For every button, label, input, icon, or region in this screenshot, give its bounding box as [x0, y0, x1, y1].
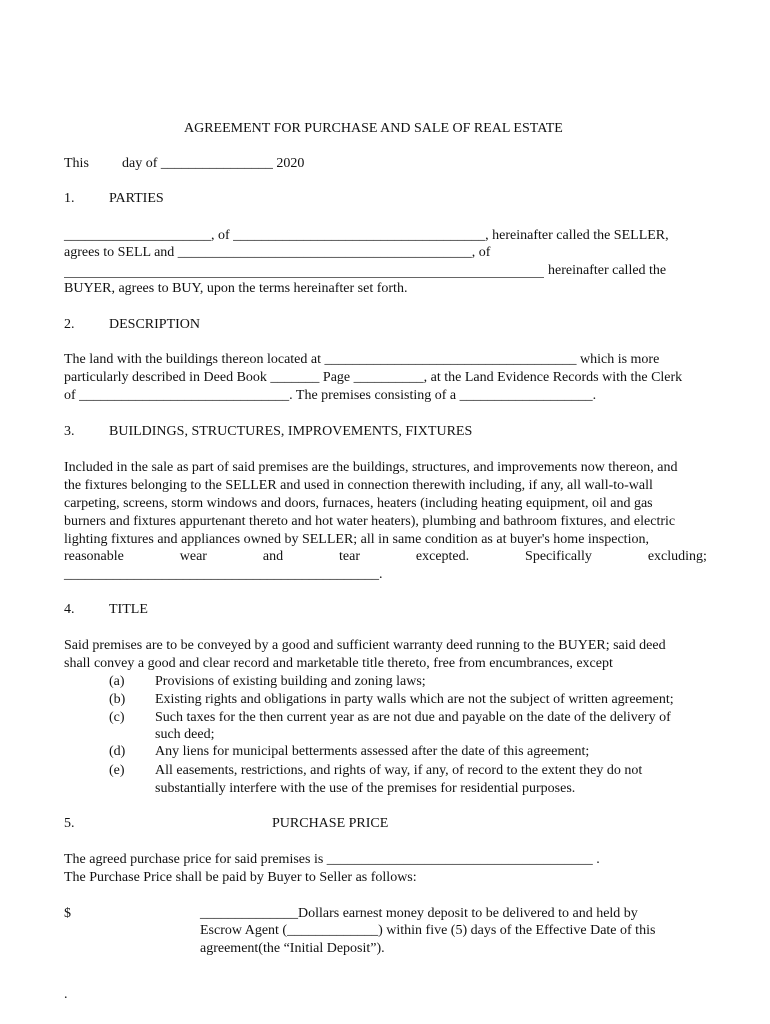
- section-4-heading: TITLE: [109, 602, 148, 617]
- exception-text: Existing rights and obligations in party walls which are not the subject of written agreement;: [155, 692, 674, 707]
- excluded-items-blank: _____________________________________________.: [64, 567, 383, 582]
- buildings-line: the fixtures belonging to the SELLER and used in connection therewith including, if any, all wall-to-wall: [64, 478, 653, 493]
- description-line: particularly described in Deed Book _______ Page __________, at the Land Evidence Records with the Clerk: [64, 370, 683, 385]
- parties-line: agrees to SELL and __________________________________________, of: [64, 245, 491, 260]
- parties-line: BUYER, agrees to BUY, upon the terms hereinafter set forth.: [64, 281, 408, 296]
- section-1-heading: PARTIES: [109, 191, 164, 206]
- word: wear: [179, 549, 207, 564]
- word: tear: [339, 549, 360, 564]
- title-intro-line: Said premises are to be conveyed by a good and sufficient warranty deed running to the BUYER; said deed: [64, 638, 666, 653]
- exception-text: such deed;: [155, 727, 215, 742]
- parties-line: hereinafter called the: [548, 263, 667, 278]
- deposit-line: ______________Dollars earnest money deposit to be delivered to and held by: [200, 906, 638, 921]
- description-line: of ______________________________. The premises consisting of a ___________________.: [64, 388, 597, 403]
- section-2-heading: DESCRIPTION: [109, 317, 201, 332]
- exception-label: (e): [109, 763, 125, 778]
- exception-text: Any liens for municipal betterments assessed after the date of this agreement;: [155, 744, 590, 759]
- word: excluding;: [647, 549, 707, 564]
- exception-text: All easements, restrictions, and rights of way, if any, of record to the extent they do not: [155, 763, 643, 778]
- dollar-sign: $: [64, 906, 71, 921]
- buildings-justified-line: [64, 548, 707, 565]
- section-2-number: 2.: [64, 317, 75, 332]
- description-line: The land with the buildings thereon located at ____________________________________ which is more: [64, 352, 660, 367]
- exception-text: Provisions of existing building and zoning laws;: [155, 674, 426, 689]
- buildings-line: lighting fixtures and appliances owned by SELLER; all in same condition as at buyer's home inspection,: [64, 532, 649, 547]
- date-day-of: day of ________________ 2020: [122, 156, 305, 171]
- deposit-line: Escrow Agent (_____________) within five (5) days of the Effective Date of this: [200, 923, 656, 938]
- exception-label: (c): [109, 710, 125, 725]
- deposit-line: agreement(the “Initial Deposit”).: [200, 941, 385, 956]
- exception-label: (a): [109, 674, 125, 689]
- footer-mark: .: [64, 987, 68, 1002]
- word: reasonable: [64, 549, 124, 564]
- exception-text: substantially interfere with the use of the premises for residential purposes.: [155, 781, 576, 796]
- parties-line: _____________________, of ____________________________________, hereinafter called the SELLER,: [64, 228, 669, 243]
- buildings-line: burners and fixtures appurtenant thereto and hot water heaters), plumbing and bathroom fixtures, and electric: [64, 514, 676, 529]
- word: and: [262, 549, 284, 564]
- exception-label: (b): [109, 692, 126, 707]
- price-line: The agreed purchase price for said premises is ______________________________________ .: [64, 852, 600, 867]
- section-3-heading: BUILDINGS, STRUCTURES, IMPROVEMENTS, FIXTURES: [109, 424, 473, 439]
- exception-label: (d): [109, 744, 126, 759]
- document-title: AGREEMENT FOR PURCHASE AND SALE OF REAL ESTATE: [184, 121, 563, 136]
- section-5-number: 5.: [64, 816, 75, 831]
- word: excepted.: [415, 549, 470, 564]
- exception-text: Such taxes for the then current year as are not due and payable on the date of the delivery of: [155, 710, 671, 725]
- section-4-number: 4.: [64, 602, 75, 617]
- buildings-line: Included in the sale as part of said premises are the buildings, structures, and improvements now thereon, and: [64, 460, 678, 475]
- buyer-address-blank: [64, 277, 544, 278]
- date-this: This: [64, 156, 89, 171]
- word: Specifically: [525, 549, 592, 564]
- section-1-number: 1.: [64, 191, 75, 206]
- price-line: The Purchase Price shall be paid by Buyer to Seller as follows:: [64, 870, 417, 885]
- section-3-number: 3.: [64, 424, 75, 439]
- title-intro-line: shall convey a good and clear record and marketable title thereto, free from encumbrances, except: [64, 656, 613, 671]
- buildings-line: carpeting, screens, storm windows and doors, furnaces, heaters (including heating equipment, oil and gas: [64, 496, 653, 511]
- section-5-heading: PURCHASE PRICE: [272, 816, 389, 831]
